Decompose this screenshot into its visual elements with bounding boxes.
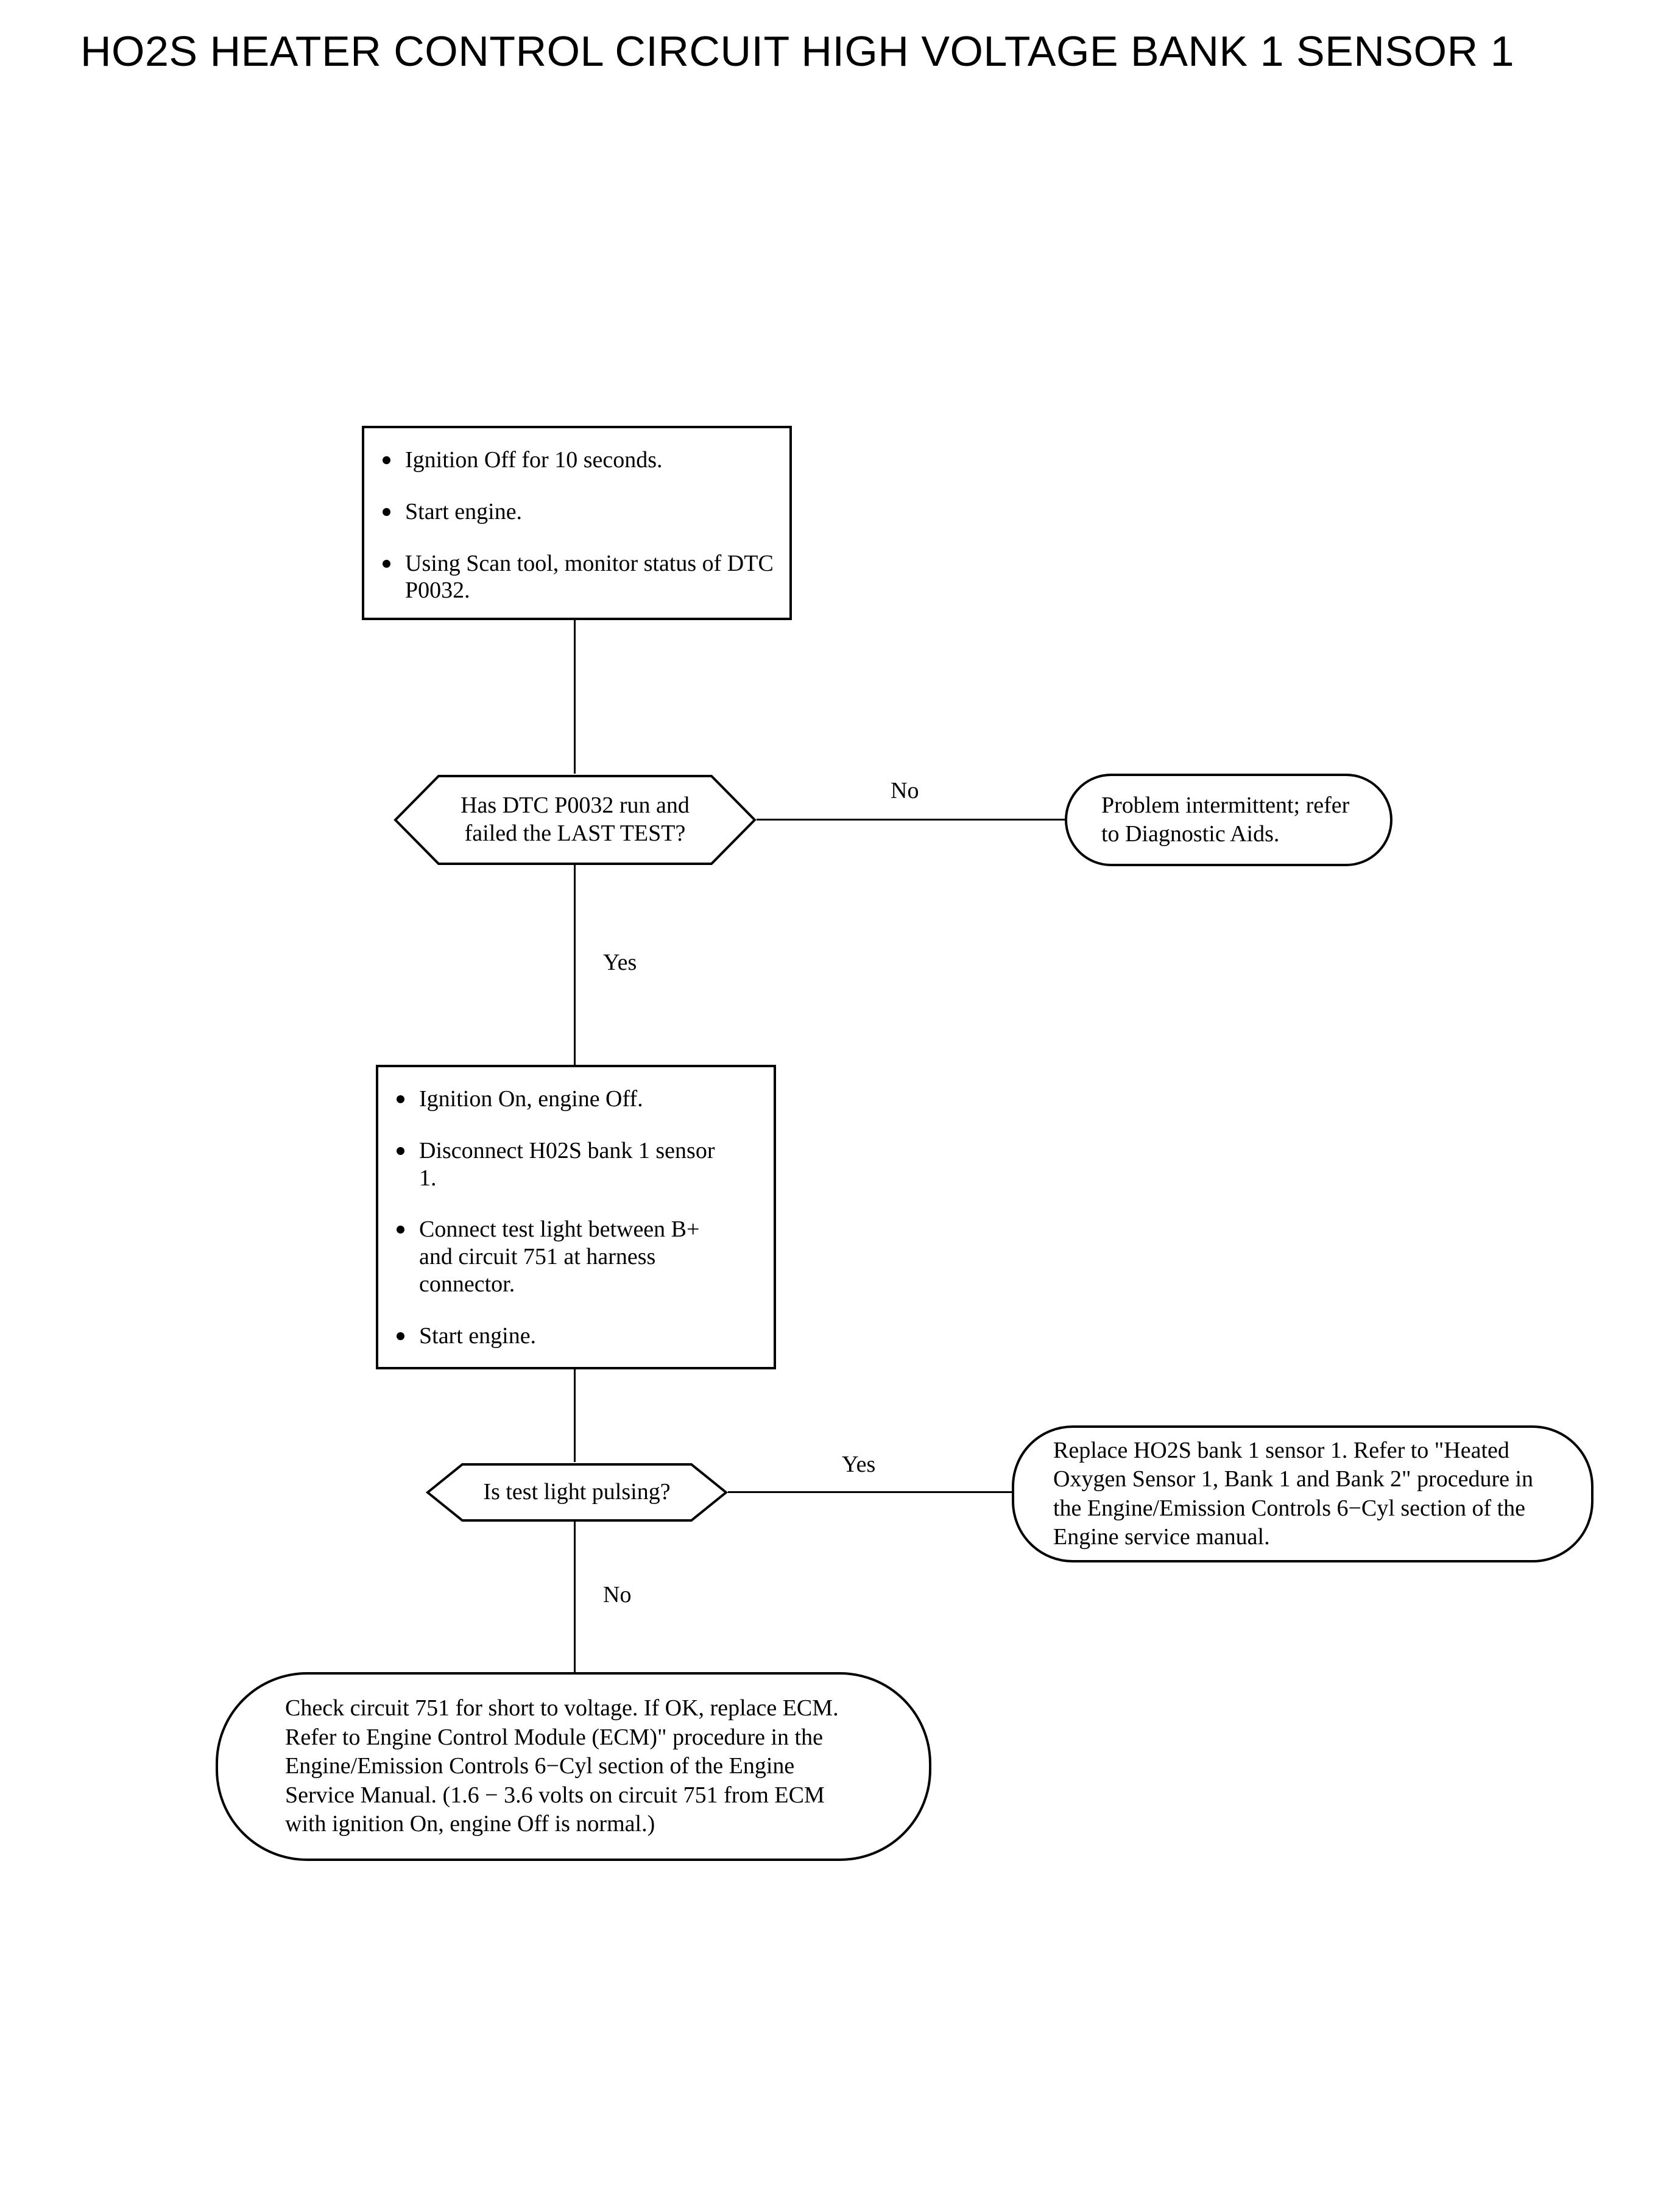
terminal-problem-intermittent-text: Problem intermittent; refer to Diagnostic Aids. [1101,792,1350,847]
list-item [397,1322,719,1350]
connector-step2-to-decision2 [574,1368,576,1462]
list-item [397,1137,719,1192]
page-title: HO2S HEATER CONTROL CIRCUIT HIGH VOLTAGE BANK 1 SENSOR 1 [80,27,1514,75]
step2-bullet-2-text: Disconnect H02S bank 1 sensor 1. [419,1137,715,1191]
process-step-1-list [364,428,789,635]
step1-bullet-2-text: Start engine. [405,498,523,524]
bullet-icon [397,1095,404,1103]
bullet-icon [383,456,390,464]
step2-bullet-3-text: Connect test light between B+ and circuit 751 at harness connector. [419,1216,700,1297]
list-item [397,1216,719,1297]
decision-2 [426,1462,728,1523]
list-item [383,498,778,526]
list-item [383,447,778,474]
decision-1-question-text: Has DTC P0032 run and failed the LAST TEST? [461,793,690,846]
step2-bullet-1-text: Ignition On, engine Off. [419,1086,643,1112]
step1-bullet-1-text: Ignition Off for 10 seconds. [405,447,663,473]
bullet-icon [397,1147,404,1155]
connector-decision1-no [757,819,1065,821]
process-step-2 [376,1065,776,1369]
step1-bullet-3-text: Using Scan tool, monitor status of DTC P0032. [405,550,774,604]
bullet-icon [397,1332,404,1340]
terminal-replace-sensor-text: Replace HO2S bank 1 sensor 1. Refer to "Heated Oxygen Sensor 1, Bank 1 and Bank 2" procedure in the Engine/Emission Controls 6−Cyl section of the Engine service manual. [1053,1437,1534,1550]
list-item [383,550,778,605]
edge-label-no-2: No [603,1582,632,1608]
terminal-replace-sensor [1012,1425,1594,1562]
bullet-icon [383,560,390,568]
process-step-2-list [378,1067,774,1380]
edge-label-yes-1: Yes [603,950,637,975]
decision-1 [394,774,757,866]
bullet-icon [397,1226,404,1234]
connector-decision1-yes [574,865,576,1065]
list-item [397,1086,719,1113]
edge-label-no-1: No [891,778,919,803]
decision-2-question [426,1462,728,1523]
connector-decision2-no [574,1522,576,1672]
step2-bullet-4-text: Start engine. [419,1322,537,1349]
terminal-problem-intermittent [1065,774,1392,866]
terminal-check-circuit-text: Check circuit 751 for short to voltage. If OK, replace ECM. Refer to Engine Control Module (ECM)" procedure in the Engine/Emission Controls 6−Cyl section of the Engine Service Manual. (1.6 − 3.6 volts on circuit 751 from ECM with ignition On, engine Off is normal.) [285,1695,839,1837]
decision-2-question-text: Is test light pulsing? [483,1479,671,1505]
connector-decision2-yes [728,1491,1012,1493]
bullet-icon [383,508,390,516]
connector-step1-to-decision1 [574,619,576,774]
edge-label-yes-2: Yes [842,1452,876,1477]
process-step-1 [362,426,792,620]
decision-1-question [394,774,757,866]
terminal-check-circuit [216,1672,931,1861]
